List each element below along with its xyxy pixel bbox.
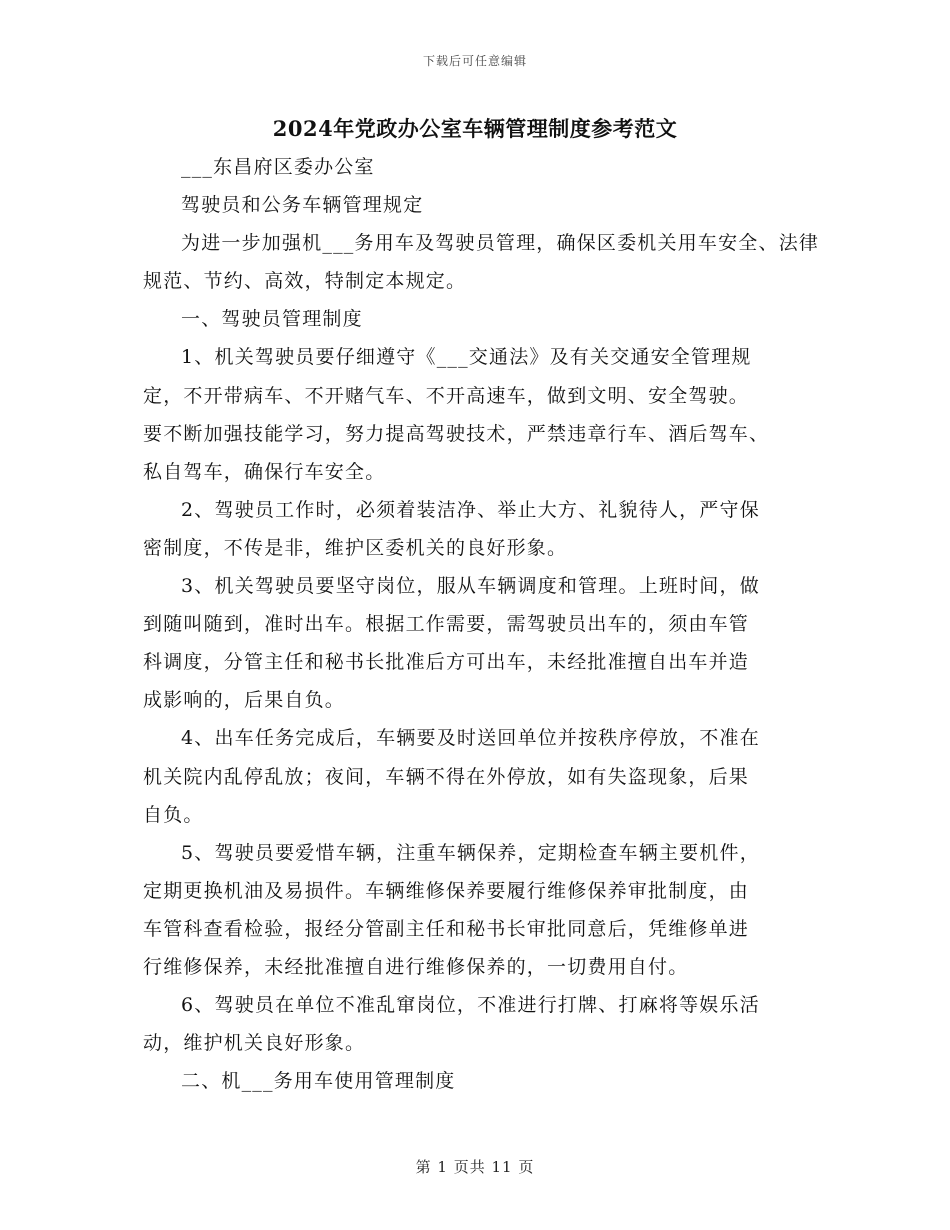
paragraph-rule-5: 5、驾驶员要爱惜车辆，注重车辆保养，定期检查车辆主要机件， 定期更换机油及易损件。车辆维修保养要履行维修保养审批制度，由 车管科查看检验，报经分管副主任和秘书长审批同意后，凭维修单进 行维修保养，未经批准擅自进行维修保养的，一切费用自付。 [143,841,760,978]
paragraph-rule-4: 4、出车任务完成后，车辆要及时送回单位并按秩序停放，不准在 机关院内乱停乱放；夜间，车辆不得在外停放，如有失盗现象，后果 自负。 [143,727,760,826]
paragraph-intro: 为进一步加强机___务用车及驾驶员管理，确保区委机关用车安全、法律规范、节约、高效，特制定本规定。 [143,232,820,293]
section-heading-driver-management: 一、驾驶员管理制度 [181,308,363,331]
page-header-note: 下载后可任意编辑 [422,54,527,68]
section-heading-vehicle-usage: 二、机___务用车使用管理制度 [181,1070,456,1093]
document-body [143,148,823,1100]
page-number-footer: 第 1 页共 11 页 [415,1158,535,1176]
paragraph-rule-3: 3、机关驾驶员要坚守岗位，服从车辆调度和管理。上班时间，做 到随叫随到，准时出车。根据工作需要，需驾驶员出车的，须由车管 科调度，分管主任和秘书长批准后方可出车，未经批准擅自出车并造 成影响的，后果自负。 [143,575,760,712]
paragraph-rule-2: 2、驾驶员工作时，必须着装洁净、举止大方、礼貌待人，严守保 密制度，不传是非，维护区委机关的良好形象。 [143,498,760,559]
paragraph-rule-6: 6、驾驶员在单位不准乱窜岗位，不准进行打牌、打麻将等娱乐活 动，维护机关良好形象。 [143,994,760,1055]
paragraph-subtitle: 驾驶员和公务车辆管理规定 [181,194,424,217]
paragraph-issuer: ___东昌府区委办公室 [181,156,375,178]
document-title: 2024年党政办公室车辆管理制度参考范文 [272,116,678,141]
paragraph-rule-1: 1、机关驾驶员要仔细遵守《___交通法》及有关交通安全管理规 定，不开带病车、不开赌气车、不开高速车，做到文明、安全驾驶。 要不断加强技能学习，努力提高驾驶技术，严禁违章行车、酒后驾车、 私自驾车，确保行车安全。 [143,346,770,483]
